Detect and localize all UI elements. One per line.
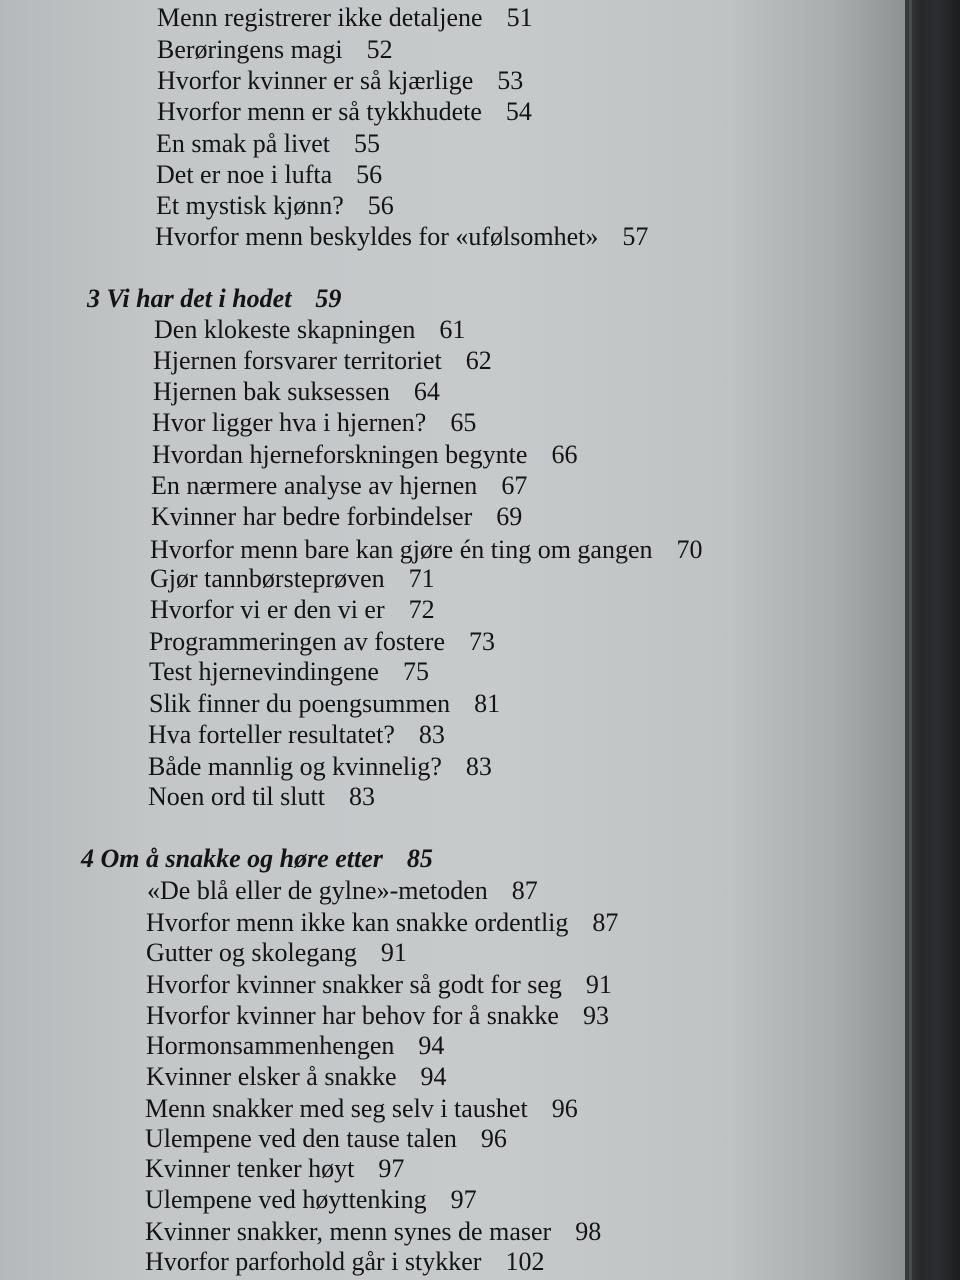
toc-entry	[150, 595, 435, 625]
toc-entry-title: Slik finner du poengsummen	[149, 689, 451, 718]
toc-entry	[157, 3, 533, 33]
book-gutter	[905, 0, 960, 1280]
toc-entry-title: Hvor ligger hva i hjernen?	[152, 408, 427, 437]
toc-entry-page: 72	[408, 595, 435, 624]
toc-entry-title: Det er noe i lufta	[156, 160, 333, 189]
toc-entry-title: Menn registrerer ikke detaljene	[157, 3, 483, 32]
toc-entry-page: 94	[420, 1062, 447, 1091]
toc-entry-title: En smak på livet	[156, 129, 331, 158]
toc-entry	[150, 564, 435, 594]
chapter-page: 59	[315, 284, 342, 313]
toc-entry	[145, 1094, 578, 1124]
toc-entry-title: Hvorfor menn er så tykkhudete	[157, 97, 482, 126]
toc-entry-page: 52	[366, 35, 393, 64]
toc-entry-title: En nærmere analyse av hjernen	[151, 471, 478, 500]
toc-entry	[147, 876, 538, 906]
toc-entry-title: Hvorfor parforhold går i stykker	[145, 1247, 482, 1276]
toc-entry-title: Hvorfor menn bare kan gjøre én ting om gangen	[150, 535, 653, 564]
toc-entry-title: Test hjernevindingene	[149, 657, 379, 686]
toc-entry-page: 97	[378, 1154, 405, 1183]
toc-entry	[146, 1001, 609, 1031]
toc-entry-page: 73	[469, 627, 496, 656]
toc-entry-title: Hvorfor menn beskyldes for «ufølsomhet»	[155, 222, 599, 251]
toc-entry-page: 65	[450, 408, 477, 437]
chapter-heading	[87, 284, 341, 314]
toc-entry-page: 102	[505, 1247, 545, 1276]
toc-entry	[157, 35, 393, 65]
toc-entry-page: 64	[413, 377, 440, 406]
toc-entry-page: 87	[511, 876, 538, 905]
toc-entry	[152, 408, 476, 438]
toc-entry-title: Hvorfor menn ikke kan snakke ordentlig	[146, 908, 569, 937]
toc-entry-page: 53	[497, 66, 524, 95]
toc-entry-page: 70	[676, 535, 703, 564]
toc-entry-page: 54	[505, 97, 532, 126]
toc-entry-page: 98	[575, 1217, 602, 1246]
toc-entry-page: 56	[356, 160, 383, 189]
toc-entry	[151, 502, 522, 532]
chapter-title: 3 Vi har det i hodet	[87, 284, 292, 313]
toc-entry-title: Den klokeste skapningen	[154, 315, 416, 344]
toc-entry	[146, 908, 618, 938]
toc-entry	[145, 1185, 477, 1215]
toc-entry	[151, 471, 527, 501]
toc-entry-title: Programmeringen av fostere	[149, 627, 446, 656]
toc-entry	[145, 1247, 544, 1277]
toc-entry-page: 87	[592, 908, 619, 937]
toc-entry-title: «De blå eller de gylne»-metoden	[147, 876, 488, 905]
toc-entry	[149, 689, 500, 719]
toc-entry-page: 57	[622, 222, 649, 251]
toc-entry	[153, 346, 492, 376]
toc-entry-title: Hjernen forsvarer territoriet	[153, 346, 442, 375]
chapter-heading	[81, 844, 433, 874]
toc-entry	[157, 97, 532, 127]
toc-entry-page: 81	[474, 689, 501, 718]
toc-entry-page: 61	[439, 315, 466, 344]
toc-entry-title: Både mannlig og kvinnelig?	[148, 752, 442, 781]
toc-entry-title: Ulempene ved den tause talen	[145, 1124, 457, 1153]
toc-entry	[146, 1031, 444, 1061]
toc-entry-title: Berøringens magi	[157, 35, 343, 64]
toc-entry-page: 56	[367, 191, 394, 220]
toc-entry	[146, 938, 407, 968]
toc-entry-page: 96	[480, 1124, 507, 1153]
toc-entry	[149, 657, 429, 687]
toc-entry-page: 83	[465, 752, 492, 781]
toc-entry-page: 97	[450, 1185, 477, 1214]
toc-entry	[146, 1062, 447, 1092]
toc-entry-title: Et mystisk kjønn?	[156, 191, 344, 220]
toc-entry	[145, 1217, 601, 1247]
toc-entry-page: 51	[506, 3, 533, 32]
toc-entry	[146, 970, 612, 1000]
toc-entry	[148, 782, 375, 812]
toc-entry-title: Menn snakker med seg selv i taushet	[145, 1094, 528, 1123]
toc-entry-title: Noen ord til slutt	[148, 782, 325, 811]
toc-entry-title: Hva forteller resultatet?	[148, 720, 395, 749]
chapter-page: 85	[406, 844, 433, 873]
chapter-title: 4 Om å snakke og høre etter	[81, 844, 383, 873]
toc-entry-title: Gutter og skolegang	[146, 938, 357, 967]
toc-entry	[156, 191, 394, 221]
toc-entry-title: Hvorfor kvinner er så kjærlige	[157, 66, 474, 95]
toc-entry	[156, 160, 382, 190]
toc-entry	[153, 377, 440, 407]
toc-entry-title: Gjør tannbørsteprøven	[150, 564, 385, 593]
toc-entry-page: 62	[465, 346, 492, 375]
toc-entry-page: 66	[551, 440, 578, 469]
toc-entry	[157, 66, 523, 96]
toc-entry-page: 96	[551, 1094, 578, 1123]
toc-entry-page: 94	[418, 1031, 445, 1060]
toc-entry	[155, 222, 648, 252]
toc-entry	[154, 315, 465, 345]
toc-entry-page: 93	[582, 1001, 609, 1030]
toc-entry-title: Hjernen bak suksessen	[153, 377, 390, 406]
toc-entry-title: Kvinner elsker å snakke	[146, 1062, 397, 1091]
toc-entry-page: 83	[348, 782, 375, 811]
toc-entry	[149, 627, 495, 657]
toc-entry-title: Hormonsammenhengen	[146, 1031, 395, 1060]
toc-entry	[145, 1124, 507, 1154]
toc-entry	[156, 129, 380, 159]
toc-entry-page: 91	[585, 970, 612, 999]
toc-entry-title: Kvinner tenker høyt	[145, 1154, 355, 1183]
next-page-edge	[909, 0, 912, 1280]
toc-entry-title: Hvorfor vi er den vi er	[150, 595, 385, 624]
toc-entry	[145, 1154, 404, 1184]
toc-entry-page: 55	[354, 129, 381, 158]
toc-entry	[150, 535, 703, 565]
toc-entry-page: 69	[496, 502, 523, 531]
toc-entry-title: Hvordan hjerneforskningen begynte	[152, 440, 528, 469]
toc-entry-title: Ulempene ved høyttenking	[145, 1185, 427, 1214]
toc-entry	[148, 720, 445, 750]
toc-entry-title: Hvorfor kvinner har behov for å snakke	[146, 1001, 559, 1030]
toc-entry-title: Kvinner snakker, menn synes de maser	[145, 1217, 552, 1246]
toc-entry-page: 71	[408, 564, 435, 593]
toc-entry-title: Hvorfor kvinner snakker så godt for seg	[146, 970, 562, 999]
toc-entry-page: 91	[380, 938, 407, 967]
toc-entry-page: 75	[402, 657, 429, 686]
toc-entry-page: 67	[501, 471, 528, 500]
toc-entry	[152, 440, 577, 470]
toc-entry-page: 83	[418, 720, 445, 749]
toc-entry	[148, 752, 492, 782]
toc-entry-title: Kvinner har bedre forbindelser	[151, 502, 473, 531]
